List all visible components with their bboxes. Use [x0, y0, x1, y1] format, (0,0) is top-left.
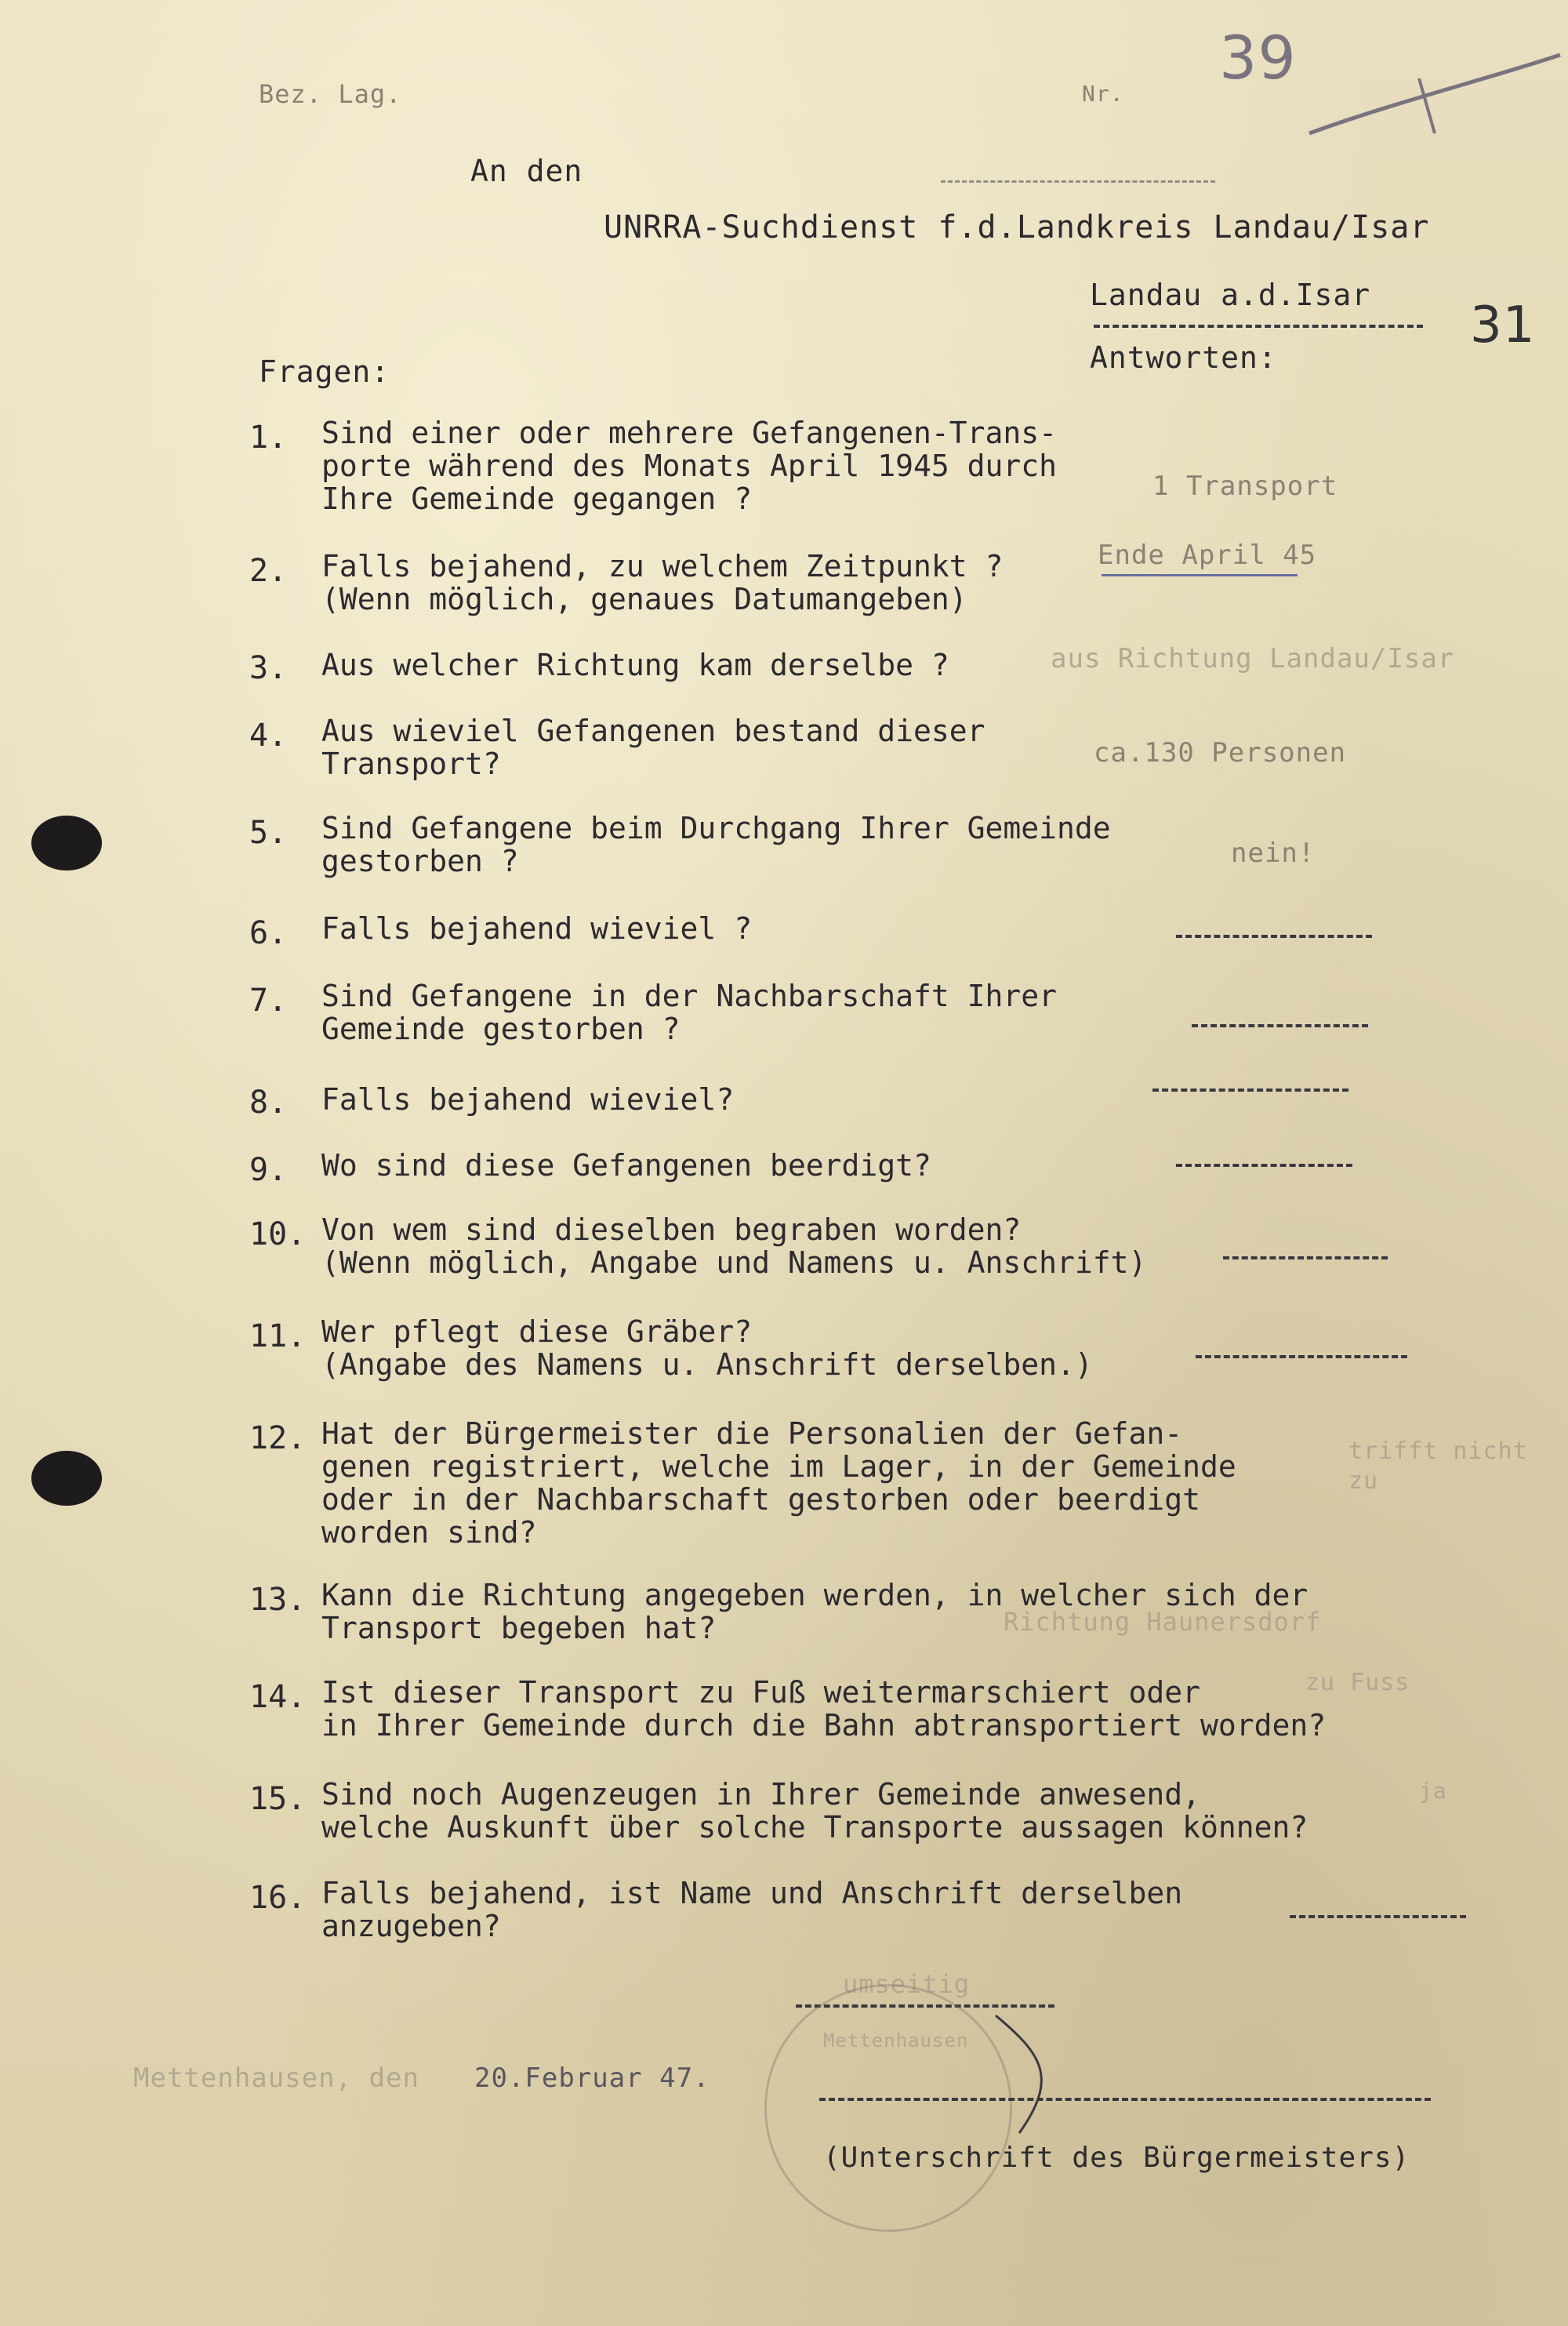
answer-blank-line — [1152, 1088, 1348, 1092]
question-text: Ihre Gemeinde gegangen ? — [321, 482, 753, 516]
question-number: 11. — [249, 1318, 307, 1354]
signature-label: (Unterschrift des Bürgermeisters) — [823, 2142, 1410, 2174]
address-rule — [941, 180, 1215, 183]
question-number: 13. — [249, 1582, 307, 1618]
questions-heading: Fragen: — [259, 354, 390, 389]
signature-line — [819, 2098, 1431, 2101]
question-number: 5. — [249, 815, 288, 851]
answer-text: ja — [1419, 1778, 1447, 1804]
answer-text: ca.130 Personen — [1094, 737, 1347, 769]
header-top-left: Bez. Lag. — [259, 79, 402, 109]
question-text: Hat der Bürgermeister die Personalien der Gefan- — [321, 1416, 1183, 1451]
question-text: genen registriert, welche im Lager, in der Gemeinde — [321, 1449, 1236, 1484]
question-number: 12. — [249, 1420, 307, 1456]
question-number: 16. — [249, 1880, 307, 1916]
stamp-text: Mettenhausen — [823, 2030, 969, 2052]
question-number: 9. — [249, 1152, 288, 1188]
question-text: Kann die Richtung angegeben werden, in welcher sich der — [321, 1578, 1308, 1612]
question-text: porte während des Monats April 1945 durch — [321, 449, 1057, 483]
answer-blank-line — [1176, 935, 1372, 938]
question-number: 1. — [249, 420, 288, 456]
question-text: Ist dieser Transport zu Fuß weitermarschiert oder — [321, 1675, 1201, 1710]
punch-hole-lower — [31, 1451, 102, 1506]
question-text: Gemeinde gestorben ? — [321, 1012, 681, 1046]
answer-text: aus Richtung Landau/Isar — [1051, 643, 1455, 674]
handwritten-document-number: 31 — [1470, 296, 1536, 354]
answer-text: nein! — [1231, 838, 1316, 869]
question-text: Aus wieviel Gefangenen bestand dieser — [321, 714, 985, 748]
question-text: Sind einer oder mehrere Gefangenen-Trans- — [321, 416, 1057, 450]
answer-blank-line — [1223, 1256, 1388, 1259]
question-text: in Ihrer Gemeinde durch die Bahn abtransportiert worden? — [321, 1708, 1327, 1743]
question-number: 14. — [249, 1679, 307, 1715]
question-text: Von wem sind dieselben begraben worden? — [321, 1212, 1022, 1247]
question-text: Wo sind diese Gefangenen beerdigt? — [321, 1148, 931, 1183]
answer-text: zu Fuss — [1305, 1669, 1410, 1696]
question-text: Aus welcher Richtung kam derselbe ? — [321, 648, 949, 682]
question-text: gestorben ? — [321, 844, 519, 878]
handwritten-stroke-icon — [1301, 47, 1568, 141]
question-number: 15. — [249, 1781, 307, 1817]
answer-text: Richtung Haunersdorf — [1004, 1607, 1322, 1637]
question-number: 2. — [249, 553, 288, 589]
question-text: Falls bejahend wieviel? — [321, 1082, 735, 1117]
signature-stroke-icon — [972, 2008, 1082, 2141]
date-place-prefix: Mettenhausen, den — [133, 2063, 419, 2094]
answer-text: trifft nicht zu — [1348, 1437, 1528, 1495]
answer-blank-line — [1290, 1915, 1466, 1918]
question-text: Sind noch Augenzeugen in Ihrer Gemeinde anwesend, — [321, 1777, 1201, 1812]
question-text: Wer pflegt diese Gräber? — [321, 1314, 753, 1349]
question-text: Falls bejahend, ist Name und Anschrift derselben — [321, 1876, 1183, 1910]
question-text: Sind Gefangene beim Durchgang Ihrer Gemeinde — [321, 811, 1111, 845]
question-text: (Wenn möglich, genaues Datumangeben) — [321, 582, 967, 616]
question-text: (Angabe des Namens u. Anschrift derselben.) — [321, 1347, 1093, 1382]
answer-blank-line — [1192, 1024, 1368, 1027]
handwritten-page-number: 39 — [1219, 23, 1297, 93]
question-text: anzugeben? — [321, 1909, 501, 1943]
signing-date: 20.Februar 47. — [474, 2063, 710, 2094]
question-number: 8. — [249, 1085, 288, 1121]
question-text: Sind Gefangene in der Nachbarschaft Ihrer — [321, 979, 1057, 1013]
overleaf-note: umseitig — [843, 1969, 971, 1999]
address-place-underline — [1094, 325, 1423, 328]
header-top-mark: Nr. — [1082, 81, 1124, 107]
address-to: An den — [470, 154, 583, 188]
question-text: worden sind? — [321, 1515, 537, 1550]
answer-text: Ende April 45 — [1098, 540, 1317, 571]
question-number: 7. — [249, 983, 288, 1019]
question-number: 6. — [249, 915, 288, 951]
question-text: Transport begeben hat? — [321, 1611, 717, 1645]
question-number: 3. — [249, 650, 288, 686]
address-place: Landau a.d.Isar — [1090, 278, 1371, 312]
question-text: Falls bejahend wieviel ? — [321, 911, 753, 946]
question-text: oder in der Nachbarschaft gestorben oder beerdigt — [321, 1482, 1201, 1517]
question-number: 10. — [249, 1216, 307, 1252]
answer-text: 1 Transport — [1152, 471, 1338, 502]
answer-blank-line — [1176, 1164, 1352, 1167]
question-number: 4. — [249, 718, 288, 754]
question-text: (Wenn möglich, Angabe und Namens u. Anschrift) — [321, 1245, 1147, 1280]
answer-underline — [1102, 574, 1298, 576]
question-text: welche Auskunft über solche Transporte aussagen können? — [321, 1810, 1308, 1844]
answer-blank-line — [1196, 1355, 1407, 1358]
question-text: Falls bejahend, zu welchem Zeitpunkt ? — [321, 549, 1004, 583]
question-text: Transport? — [321, 747, 501, 781]
punch-hole-upper — [31, 816, 102, 870]
answers-heading: Antworten: — [1090, 340, 1277, 375]
address-organisation: UNRRA-Suchdienst f.d.Landkreis Landau/Isar — [604, 209, 1430, 245]
